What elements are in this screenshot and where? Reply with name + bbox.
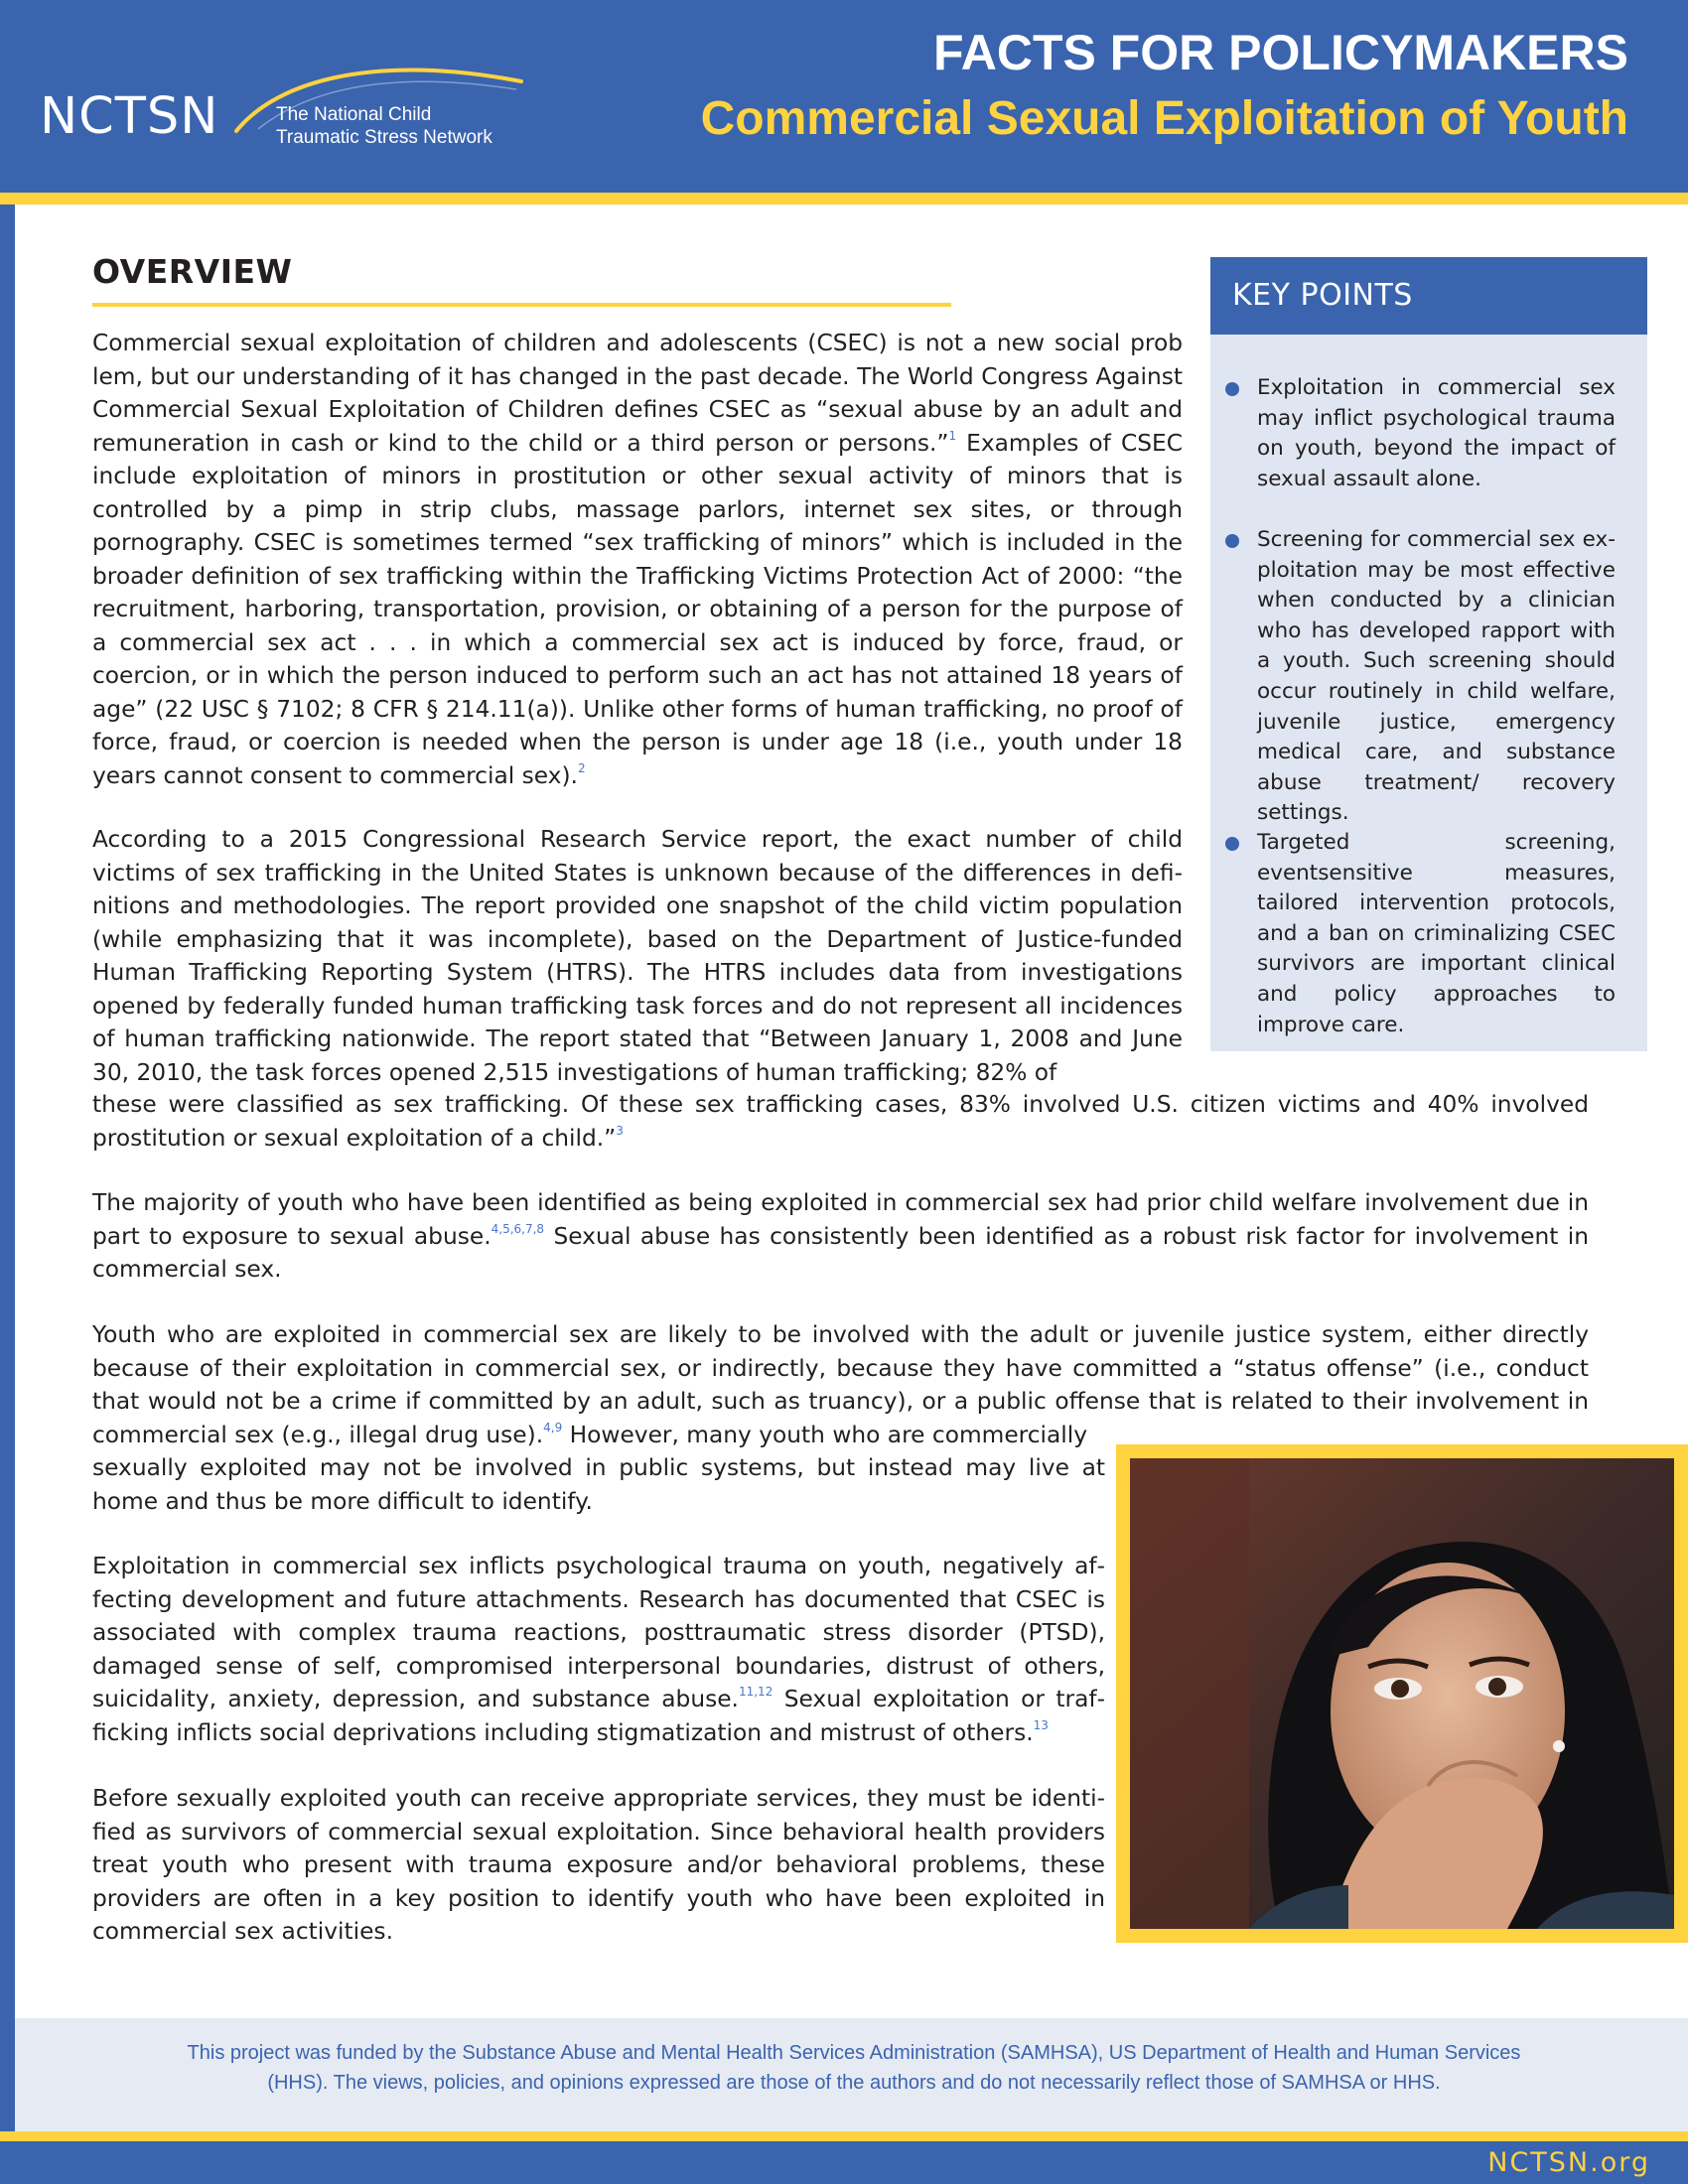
footnote-ref[interactable]: 2 xyxy=(577,760,586,775)
key-point-text: Screening for commercial sex exploitation may be most effective when conducted by a clinician who has developed rapport with a youth. Such screening should occur routinely in child welfare, juvenile justice, emergency medical care, and substance abuse treatment/ recovery settings. xyxy=(1257,527,1616,826)
bullet-icon xyxy=(1225,382,1239,396)
logo-org-name xyxy=(276,103,492,149)
overview-paragraph-2b xyxy=(92,1088,1589,1155)
header-banner xyxy=(0,0,1688,193)
funding-disclaimer: This project was funded by the Substance Abuse and Mental Health Services Administration (SAMHSA), US Department of Health and Human Services (HHS). The views, policies, and opinions expressed are those of the authors and do not necessarily reflect those of SAMHSA or HHS. xyxy=(187,2042,1521,2094)
paragraph-text: Commercial sexual exploitation of children and adolescents (CSEC) is not a new social prob lem, but our understanding of it has changed in the past decade. The World Congress Against Commercial Sexual Exploitation of Children defines CSEC as “sexual abuse by an adult and remuneration in cash or kind to the child or a third person or persons.” xyxy=(92,330,1183,457)
overview-paragraph-3 xyxy=(92,1186,1589,1287)
footer-bar xyxy=(0,2141,1688,2184)
footnote-ref[interactable]: 4,9 xyxy=(543,1420,563,1434)
overview-paragraph-2a xyxy=(92,823,1183,1089)
funding-disclaimer-box xyxy=(15,2018,1688,2131)
key-points-box xyxy=(1210,257,1647,1051)
overview-heading: OVERVIEW xyxy=(92,252,293,291)
logo-org-line-2: Traumatic Stress Network xyxy=(276,127,492,148)
footnote-ref[interactable]: 3 xyxy=(616,1123,624,1138)
key-points-heading: KEY POINTS xyxy=(1210,257,1647,335)
paragraph-text: Youth who are exploited in commercial sex are likely to be involved with the adult or juvenile justice system, either directly because of their exploitation in commercial sex, or indirectly, because they have committed a “status offense” (i.e., conduct that would not be a crime if committed by an adult, such as truancy), or a public offense that is related to their involvement in commercial sex (e.g., illegal drug use). xyxy=(92,1321,1589,1448)
website-link[interactable]: NCTSN.org xyxy=(1487,2147,1650,2178)
overview-paragraph-4a xyxy=(92,1318,1589,1451)
left-accent-bar xyxy=(0,205,15,2131)
portrait-photo xyxy=(1130,1458,1674,1929)
footnote-ref[interactable]: 1 xyxy=(948,428,957,443)
paragraph-text: The majority of youth who have been identified as being exploited in commercial sex had prior child welfare involvement due in part to exposure to sexual abuse. xyxy=(92,1189,1589,1250)
paragraph-text: Sexual abuse has consistently been identified as a robust risk factor for involvement in commercial sex. xyxy=(92,1222,1590,1283)
paragraph-text: According to a 2015 Congressional Research Service report, the exact number of child victims of sex trafficking in the United States is unknown because of the differences in definitions and methodologies. The report provided one snapshot of the child victim population (while emphasizing that it was incomplete), based on the Department of Justice-funded Human Trafficking Reporting System (HTRS). The HTRS includes data from investigations opened by federally funded human trafficking task forces and do not represent all incidences of human trafficking nationwide. The report stated that “Between January 1, 2008 and June 30, 2010, the task forces opened 2,515 investigations of human trafficking; 82% of xyxy=(92,826,1183,1086)
overview-paragraph-5 xyxy=(92,1550,1105,1749)
key-point-item xyxy=(1257,373,1616,494)
footnote-ref[interactable]: 13 xyxy=(1033,1717,1049,1732)
overview-underline xyxy=(92,303,951,307)
paragraph-text: sexually exploited may not be involved in public systems, but instead may live at home and thus be more difficult to identify. xyxy=(92,1454,1105,1515)
overview-paragraph-6 xyxy=(92,1782,1105,1949)
footer-divider xyxy=(0,2131,1688,2141)
footnote-ref[interactable]: 4,5,6,7,8 xyxy=(491,1221,545,1236)
key-point-text: Targeted screening, eventsensitive measures, tailored intervention protocols, and a ban on criminalizing CSEC survivors are important clinical and policy approaches to improve care. xyxy=(1257,830,1616,1037)
photo-frame xyxy=(1116,1444,1688,1943)
nctsn-logo[interactable] xyxy=(40,60,536,159)
paragraph-text: Exploitation in commercial sex inflicts psychological trauma on youth, negatively affecting development and future attachments. Research has documented that CSEC is associated with complex trauma reactions, posttraumatic stress disorder (PTSD), damaged sense of self, compromised interpersonal boundaries, distrust of others, suicidality, anxiety, depression, and substance abuse. xyxy=(92,1553,1105,1712)
page-title: FACTS FOR POLICYMAKERS xyxy=(932,25,1628,80)
paragraph-text: Sexual exploitation or trafficking inflicts social deprivations including stigmatization and mistrust of others. xyxy=(92,1686,1105,1746)
overview-paragraph-4b xyxy=(92,1451,1105,1518)
key-point-item xyxy=(1257,525,1616,829)
header-divider xyxy=(0,193,1688,205)
key-point-item xyxy=(1257,828,1616,1040)
logo-wordmark: NCTSN xyxy=(40,87,219,146)
key-point-text: Exploitation in commercial sex may inflict psychological trauma on youth, beyond the impact of sexual assault alone. xyxy=(1257,375,1616,491)
page-subtitle: Commercial Sexual Exploitation of Youth xyxy=(700,92,1628,145)
paragraph-text: However, many youth who are commercially xyxy=(562,1421,1088,1448)
overview-paragraph-1 xyxy=(92,327,1183,792)
bullet-icon xyxy=(1225,534,1239,548)
logo-org-line-1: The National Child xyxy=(276,104,432,125)
bullet-icon xyxy=(1225,837,1239,851)
paragraph-text: Before sexually exploited youth can receive appropriate services, they must be identified as survivors of commercial sexual exploitation. Since behavioral health providers treat youth who present with trauma exposure and/or behavioral problems, these providers are often in a key position to identify youth who have been exploited in commercial sex activities. xyxy=(92,1785,1105,1945)
paragraph-text: Examples of CSEC include exploitation of minors in prostitution or other sexual activity of minors that is controlled by a pimp in strip clubs, massage parlors, internet sex sites, or through pornography. CSEC is sometimes termed “sex trafficking of minors” which is included in the broader definition of sex trafficking within the Trafficking Victims Protection Act of 2000: “the recruitment, harboring, transportation, provision, or obtaining of a person for the purpose of a commercial sex act . . . in which a commercial sex act is induced by force, fraud, or coercion, or in which the person induced to perform such an act has not attained 18 years of age” (22 USC § 7102; 8 CFR § 214.11(a)). Unlike other forms of human trafficking, no proof of force, fraud, or coercion is needed when the person is under age 18 (i.e., youth under 18 years cannot consent to commercial sex). xyxy=(92,429,1183,789)
footnote-ref[interactable]: 11,12 xyxy=(738,1685,774,1699)
paragraph-text: these were classified as sex trafficking. Of these sex trafficking cases, 83% involved U.S. citizen victims and 40% involved prostitution or sexual exploitation of a child.” xyxy=(92,1091,1589,1152)
